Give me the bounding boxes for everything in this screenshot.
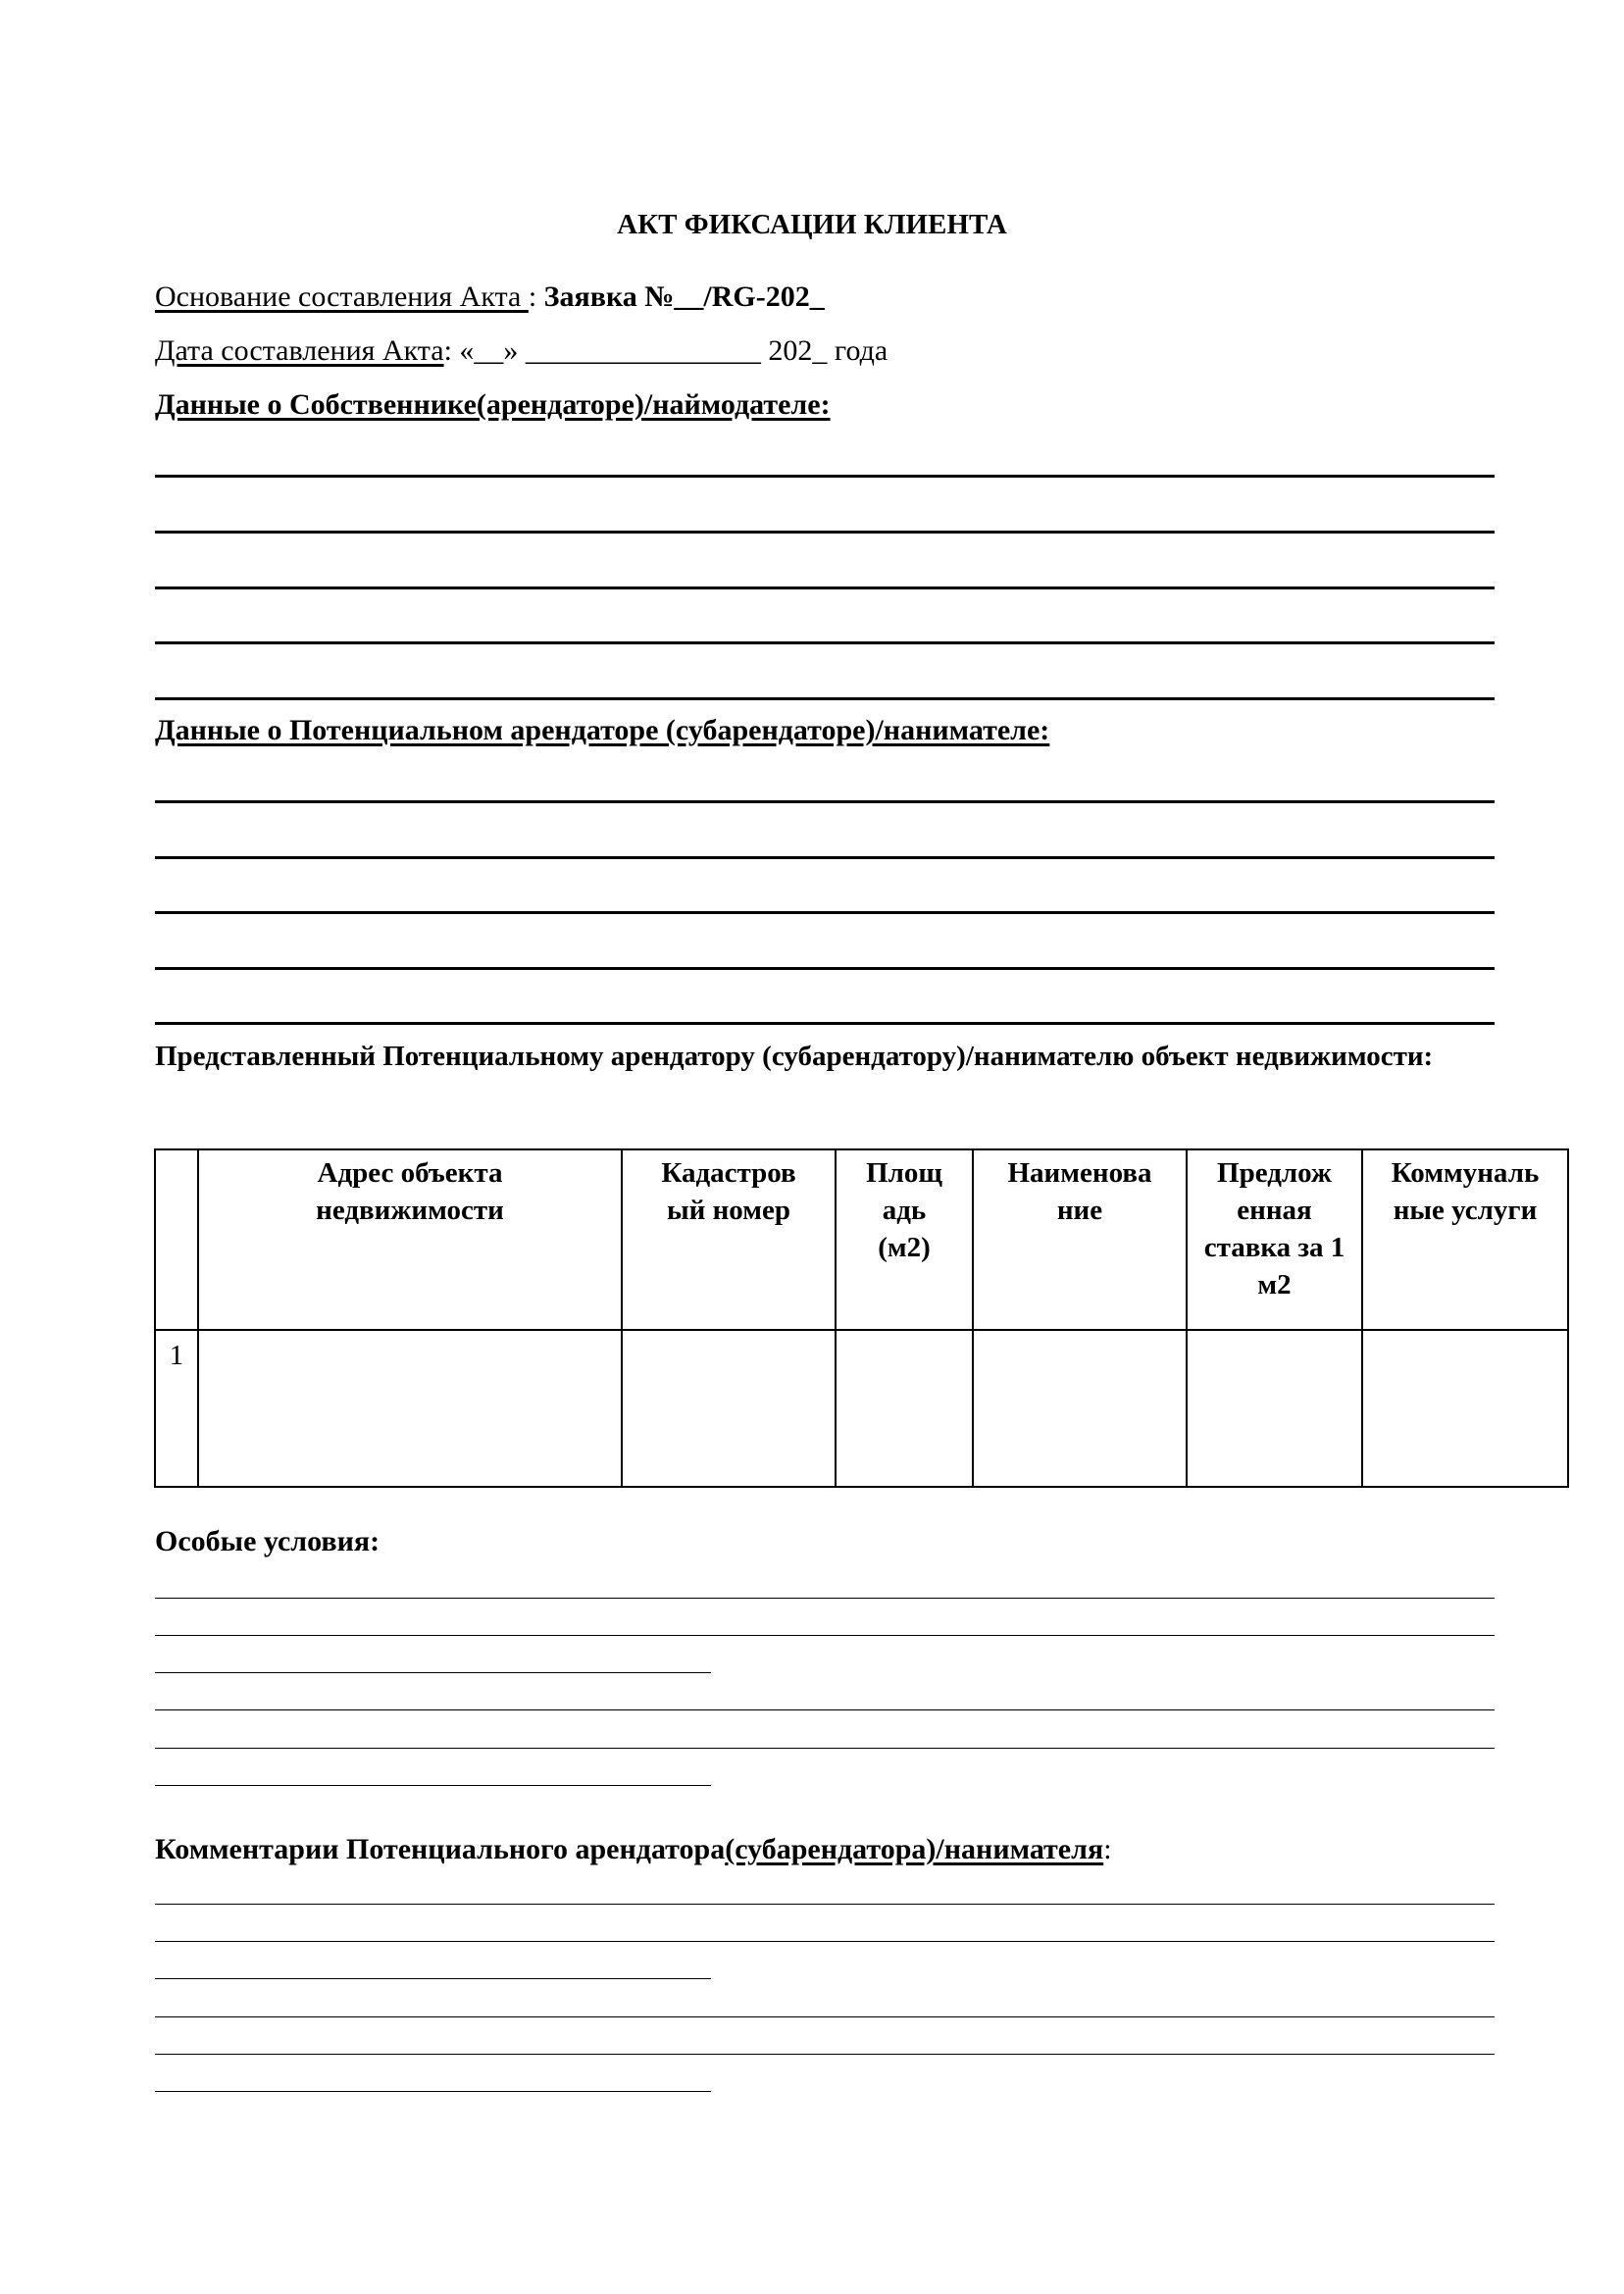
special-fill-line[interactable]: [155, 1635, 1495, 1636]
special-fill-line[interactable]: [155, 1598, 1495, 1599]
header-cell-area: Площ адь (м2): [836, 1149, 973, 1330]
cell-address[interactable]: [198, 1330, 622, 1487]
basis-line: [155, 280, 825, 315]
basis-label: Основание составления Акта: [155, 280, 529, 313]
cell-rate[interactable]: [1187, 1330, 1362, 1487]
object-heading: Представленный Потенциальному арендатору (субарендатору)/нанимателю объект недвижимости:: [155, 1041, 1434, 1072]
comments-fill-line[interactable]: [155, 1941, 1495, 1942]
special-fill-line[interactable]: [155, 1709, 1495, 1710]
cell-cadastral[interactable]: [622, 1330, 836, 1487]
date-line: [155, 333, 888, 369]
tenant-heading: Данные о Потенциальном арендаторе (субарендаторе)/нанимателе:: [155, 714, 1050, 746]
comments-heading-part1: Комментарии Потенциального арендатора: [155, 1833, 726, 1865]
owner-fill-line[interactable]: [155, 697, 1495, 700]
owner-fill-line[interactable]: [155, 531, 1495, 534]
header-cell-name: Наименова ние: [973, 1149, 1187, 1330]
basis-value[interactable]: Заявка №__/RG-202_: [543, 280, 825, 313]
tenant-fill-line[interactable]: [155, 967, 1495, 970]
table-header-row: [155, 1149, 1568, 1330]
special-fill-line[interactable]: [155, 1785, 711, 1786]
cell-utilities[interactable]: [1362, 1330, 1568, 1487]
owner-fill-line[interactable]: [155, 475, 1495, 478]
owner-fill-line[interactable]: [155, 586, 1495, 589]
header-cell-cadastral: Кадастров ый номер: [622, 1149, 836, 1330]
header-cell-rate: Предлож енная ставка за 1 м2: [1187, 1149, 1362, 1330]
comments-fill-line[interactable]: [155, 1978, 711, 1979]
table-row: [155, 1330, 1568, 1487]
comments-fill-line[interactable]: [155, 2054, 1495, 2055]
date-value[interactable]: : «__» ________________ 202_ года: [443, 334, 888, 367]
tenant-fill-line[interactable]: [155, 800, 1495, 803]
tenant-fill-line[interactable]: [155, 1022, 1495, 1025]
comments-heading-part2: (субарендатора)/нанимателя: [725, 1833, 1104, 1865]
special-fill-line[interactable]: [155, 1748, 1495, 1749]
tenant-fill-line[interactable]: [155, 911, 1495, 914]
row-number: 1: [155, 1330, 198, 1487]
property-table: [154, 1148, 1569, 1488]
owner-heading: Данные о Собственнике(арендаторе)/наймодателе:: [155, 388, 831, 421]
comments-fill-line[interactable]: [155, 1904, 1495, 1905]
header-cell-address: Адрес объекта недвижимости: [198, 1149, 622, 1330]
special-conditions-heading: Особые условия:: [155, 1525, 381, 1557]
owner-fill-line[interactable]: [155, 641, 1495, 644]
comments-heading-part3: :: [1103, 1833, 1112, 1865]
comments-fill-line[interactable]: [155, 2016, 1495, 2017]
tenant-fill-line[interactable]: [155, 856, 1495, 859]
comments-heading: [155, 1832, 1112, 1867]
cell-area[interactable]: [836, 1330, 973, 1487]
header-cell-utilities: Коммуналь ные услуги: [1362, 1149, 1568, 1330]
comments-fill-line[interactable]: [155, 2091, 711, 2092]
header-cell-number: [155, 1149, 198, 1330]
special-fill-line[interactable]: [155, 1672, 711, 1673]
date-label: Дата составления Акта: [155, 334, 444, 367]
document-title: АКТ ФИКСАЦИИ КЛИЕНТА: [617, 209, 1007, 240]
cell-name[interactable]: [973, 1330, 1187, 1487]
basis-colon: :: [528, 280, 544, 313]
